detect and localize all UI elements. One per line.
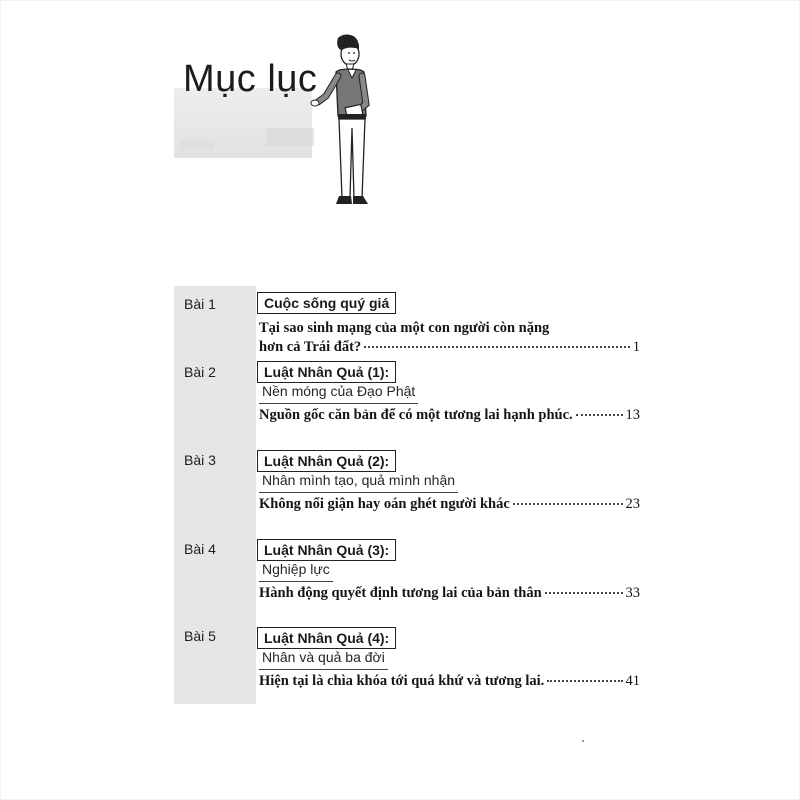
leader-dots xyxy=(513,503,623,505)
page-number: 1 xyxy=(632,339,640,355)
lesson-subtitle: Nhân mình tạo, quả mình nhận xyxy=(259,471,458,490)
lesson-label: Bài 5 xyxy=(184,628,216,644)
toc-entry[interactable] xyxy=(259,585,640,602)
lesson-header: Luật Nhân Quả (1): xyxy=(257,361,396,383)
toc-entry-line: Tại sao sinh mạng của một con người còn nặng xyxy=(259,320,550,336)
toc-entry[interactable] xyxy=(259,407,640,424)
lesson-label: Bài 3 xyxy=(184,452,216,468)
page-title: Mục lục xyxy=(183,58,318,100)
lesson-header: Luật Nhân Quả (2): xyxy=(257,450,396,472)
toc-entry-text: hơn cả Trái đất? xyxy=(259,339,362,355)
lesson-header: Luật Nhân Quả (3): xyxy=(257,539,396,561)
title-ghost-text xyxy=(266,128,314,146)
lesson-label: Bài 4 xyxy=(184,541,216,557)
lesson-header: Cuộc sống quý giá xyxy=(257,292,396,314)
toc-entry[interactable] xyxy=(259,496,640,513)
toc-entry-text: Hành động quyết định tương lai của bản thân xyxy=(259,585,542,601)
title-ghost-text xyxy=(180,140,214,150)
man-illustration xyxy=(308,28,370,218)
leader-dots xyxy=(545,592,623,594)
lesson-label: Bài 2 xyxy=(184,364,216,380)
lesson-subtitle: Nền móng của Đạo Phật xyxy=(259,382,418,401)
page-number: 33 xyxy=(625,585,640,601)
page-number: 13 xyxy=(625,407,640,423)
scan-speck xyxy=(582,740,584,742)
lesson-subtitle: Nhân và quả ba đời xyxy=(259,648,388,667)
toc-entry[interactable] xyxy=(259,673,640,690)
leader-dots xyxy=(576,414,623,416)
leader-dots xyxy=(547,680,622,682)
lesson-label: Bài 1 xyxy=(184,296,216,312)
page-number: 23 xyxy=(625,496,640,512)
leader-dots xyxy=(364,346,630,348)
toc-entry-text: Hiện tại là chìa khóa tới quá khứ và tương lai. xyxy=(259,673,545,689)
page-number: 41 xyxy=(625,673,640,689)
lesson-header: Luật Nhân Quả (4): xyxy=(257,627,396,649)
toc-entry-text: Không nổi giận hay oán ghét người khác xyxy=(259,496,510,512)
toc-entry[interactable] xyxy=(259,339,640,356)
lesson-subtitle: Nghiệp lực xyxy=(259,560,333,579)
toc-entry-text: Nguồn gốc căn bản để có một tương lai hạnh phúc. xyxy=(259,407,573,423)
